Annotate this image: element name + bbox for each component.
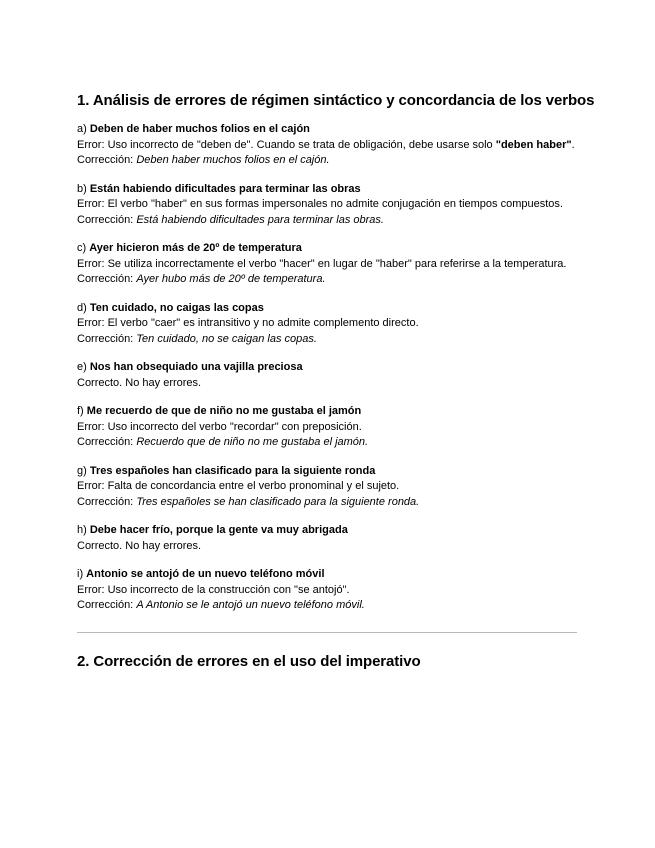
list-item [77,567,577,614]
item-correction: Corrección: A Antonio se le antojó un nuevo teléfono móvil. [77,599,365,611]
item-heading: c) Ayer hicieron más de 20º de temperatura [77,242,302,254]
item-sentence: Ten cuidado, no caigas las copas [89,301,264,314]
item-verdict: Correcto. No hay errores. [77,376,202,389]
list-item [77,523,577,554]
item-sentence: Están habiendo dificultades para terminar las obras [89,182,361,195]
item-correction: Corrección: Recuerdo que de niño no me gustaba el jamón. [77,436,369,448]
item-error: Error: Falta de concordancia entre el verbo pronominal y el sujeto. [77,480,400,492]
item-correction: Corrección: Tres españoles se han clasificado para la siguiente ronda. [77,495,420,508]
list-item [77,464,577,511]
item-heading: i) Antonio se antojó de un nuevo teléfono móvil [77,568,325,580]
horizontal-divider [77,632,577,633]
item-error: Error: Uso incorrecto de la construcción con "se antojó". [77,583,350,596]
item-correction: Corrección: Está habiendo dificultades para terminar las obras. [77,213,384,226]
list-item [77,122,577,169]
item-sentence: Nos han obsequiado una vajilla preciosa [89,361,303,373]
section-1-title: 1. Análisis de errores de régimen sintáctico y concordancia de los verbos [77,92,595,109]
item-sentence: Tres españoles han clasificado para la siguiente ronda [89,464,376,477]
item-correction: Corrección: Deben haber muchos folios en el cajón. [77,154,330,166]
item-sentence: Debe hacer frío, porque la gente va muy abrigada [89,524,348,536]
item-sentence: Antonio se antojó de un nuevo teléfono móvil [86,568,325,580]
item-correction: Corrección: Ten cuidado, no se caigan las copas. [77,332,317,345]
item-heading: e) Nos han obsequiado una vajilla preciosa [77,361,303,373]
item-heading: f) Me recuerdo de que de niño no me gustaba el jamón [77,405,362,417]
item-error: Error: Se utiliza incorrectamente el verbo "hacer" en lugar de "haber" para referirse a la temperatura. [77,257,567,270]
item-error: Error: Uso incorrecto del verbo "recordar" con preposición. [77,420,362,433]
list-item [77,404,577,451]
document-page [77,92,595,671]
list-item [77,182,577,229]
item-heading: h) Debe hacer frío, porque la gente va muy abrigada [77,524,348,536]
section-2-title: 2. Corrección de errores en el uso del imperativo [77,652,421,670]
item-error: Error: Uso incorrecto de "deben de". Cuando se trata de obligación, debe usarse solo "deben haber". [77,138,575,151]
item-error: Error: El verbo "haber" en sus formas impersonales no admite conjugación en tiempos compuestos. [77,198,563,210]
list-item [77,241,577,288]
item-sentence: Deben de haber muchos folios en el cajón [89,123,310,135]
item-heading: a) Deben de haber muchos folios en el cajón [77,123,310,135]
item-heading: d) Ten cuidado, no caigas las copas [77,301,264,314]
list-item [77,360,577,391]
item-correction: Corrección: Ayer hubo más de 20º de temperatura. [77,273,326,285]
item-sentence: Me recuerdo de que de niño no me gustaba el jamón [86,405,362,417]
item-heading: g) Tres españoles han clasificado para la siguiente ronda [77,464,376,477]
item-verdict: Correcto. No hay errores. [77,539,202,552]
item-error: Error: El verbo "caer" es intransitivo y no admite complemento directo. [77,317,419,329]
list-item [77,301,577,348]
item-heading: b) Están habiendo dificultades para terminar las obras [77,182,361,195]
item-sentence: Ayer hicieron más de 20º de temperatura [89,242,302,254]
